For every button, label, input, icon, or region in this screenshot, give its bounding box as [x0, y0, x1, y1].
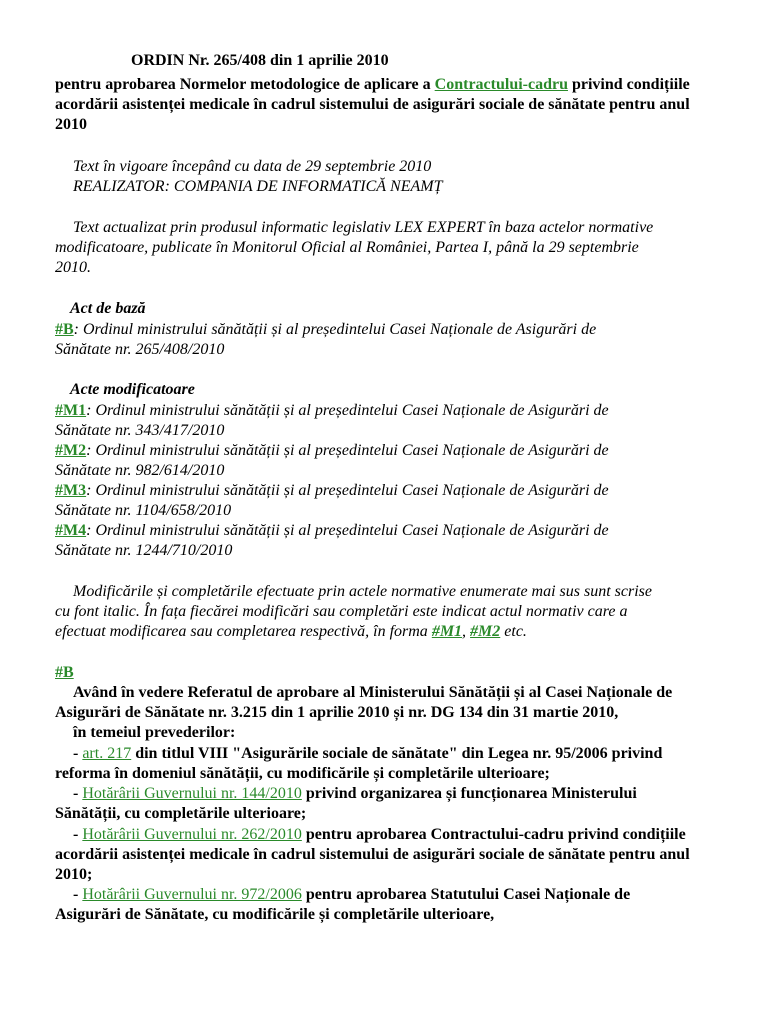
tag-m2-link[interactable]: #M2 [55, 442, 87, 459]
bullet-art-217-line-2: reforma în domeniul sănătății, cu modificările și completările ulterioare; [55, 765, 550, 782]
bullet-art-217: - art. 217 din titlul VIII "Asigurările sociale de sănătate" din Legea nr. 95/2006 privind [73, 745, 663, 762]
list-item-continuation: Sănătate nr. 1244/710/2010 [55, 542, 233, 559]
order-title: ORDIN Nr. 265/408 din 1 aprilie 2010 [131, 52, 389, 69]
inline-m2-link[interactable]: #M2 [470, 623, 501, 640]
modificari-line-2: cu font italic. În fața fiecărei modificări sau completări este indicat actul normativ care a [55, 603, 628, 620]
tag-m3-link[interactable]: #M3 [55, 482, 87, 499]
bullet-hg-262-line-3: 2010; [55, 866, 93, 883]
body-tag-b-link[interactable]: #B [55, 664, 74, 681]
contract-cadru-link[interactable]: Contractului-cadru [434, 76, 568, 93]
body-p2: în temeiul prevederilor: [73, 724, 236, 741]
acte-modificatoare-heading: Acte modificatoare [70, 381, 195, 398]
list-item: #M1: Ordinul ministrului sănătății și al președintelui Casei Naționale de Asigurări de [55, 402, 609, 419]
act-baza-line-2: Sănătate nr. 265/408/2010 [55, 341, 225, 358]
vigoare-line-1: Text în vigoare începând cu data de 29 septembrie 2010 [73, 158, 432, 175]
vigoare-line-2: REALIZATOR: COMPANIA DE INFORMATICĂ NEAMȚ [73, 178, 443, 195]
tag-m4-link[interactable]: #M4 [55, 522, 87, 539]
list-item: #M4: Ordinul ministrului sănătății și al președintelui Casei Naționale de Asigurări de [55, 522, 609, 539]
tag-b-link[interactable]: #B [55, 321, 74, 338]
art-217-link[interactable]: art. 217 [82, 745, 132, 762]
body-tag [55, 663, 74, 683]
list-item-continuation: Sănătate nr. 982/614/2010 [55, 462, 225, 479]
bullet-hg-262: - Hotărârii Guvernului nr. 262/2010 pentru aprobarea Contractului-cadru privind condițiile [73, 826, 686, 843]
body-p1-line-2: Asigurări de Sănătate nr. 3.215 din 1 aprilie 2010 și nr. DG 134 din 31 martie 2010, [55, 704, 619, 721]
body-p1-line-1: Având în vedere Referatul de aprobare al Ministerului Sănătății și al Casei Naționale de [73, 684, 673, 701]
hg-144-link[interactable]: Hotărârii Guvernului nr. 144/2010 [82, 785, 302, 802]
hg-972-link[interactable]: Hotărârii Guvernului nr. 972/2006 [82, 886, 302, 903]
list-item: #M3: Ordinul ministrului sănătății și al președintelui Casei Naționale de Asigurări de [55, 482, 609, 499]
bullet-hg-972-line-2: Asigurări de Sănătate, cu modificările și completările ulterioare, [55, 906, 495, 923]
act-baza-line-1: #B: Ordinul ministrului sănătății și al președintelui Casei Naționale de Asigurări de [55, 321, 597, 338]
act-baza-heading: Act de bază [70, 300, 146, 317]
actualizat-line-3: 2010. [55, 259, 91, 276]
bullet-hg-972: - Hotărârii Guvernului nr. 972/2006 pentru aprobarea Statutului Casei Naționale de [73, 886, 631, 903]
actualizat-line-1: Text actualizat prin produsul informatic legislativ LEX EXPERT în baza actelor normative [73, 219, 654, 236]
title-line-2: acordării asistenței medicale în cadrul sistemului de asigurări sociale de sănătate pentru anul [55, 96, 690, 113]
title-line-3: 2010 [55, 116, 87, 133]
title-line-1: pentru aprobarea Normelor metodologice de aplicare a Contractului-cadru privind condițiile [55, 76, 690, 93]
modificari-line-1: Modificările și completările efectuate prin actele normative enumerate mai sus sunt scrise [73, 583, 652, 600]
list-item-continuation: Sănătate nr. 343/417/2010 [55, 422, 225, 439]
bullet-hg-144-line-2: Sănătății, cu completările ulterioare; [55, 805, 307, 822]
bullet-hg-144: - Hotărârii Guvernului nr. 144/2010 privind organizarea și funcționarea Ministerului [73, 785, 637, 802]
list-item: #M2: Ordinul ministrului sănătății și al președintelui Casei Naționale de Asigurări de [55, 442, 609, 459]
bullet-hg-262-line-2: acordării asistenței medicale în cadrul sistemului de asigurări sociale de sănătate pentru anul [55, 846, 690, 863]
tag-m1-link[interactable]: #M1 [55, 402, 87, 419]
inline-m1-link[interactable]: #M1 [431, 623, 463, 640]
modificari-line-3: efectuat modificarea sau completarea respectivă, în forma #M1, #M2 etc. [55, 623, 527, 640]
hg-262-link[interactable]: Hotărârii Guvernului nr. 262/2010 [82, 826, 302, 843]
list-item-continuation: Sănătate nr. 1104/658/2010 [55, 502, 232, 519]
actualizat-line-2: modificatoare, publicate în Monitorul Oficial al României, Partea I, până la 29 septembrie [55, 239, 639, 256]
